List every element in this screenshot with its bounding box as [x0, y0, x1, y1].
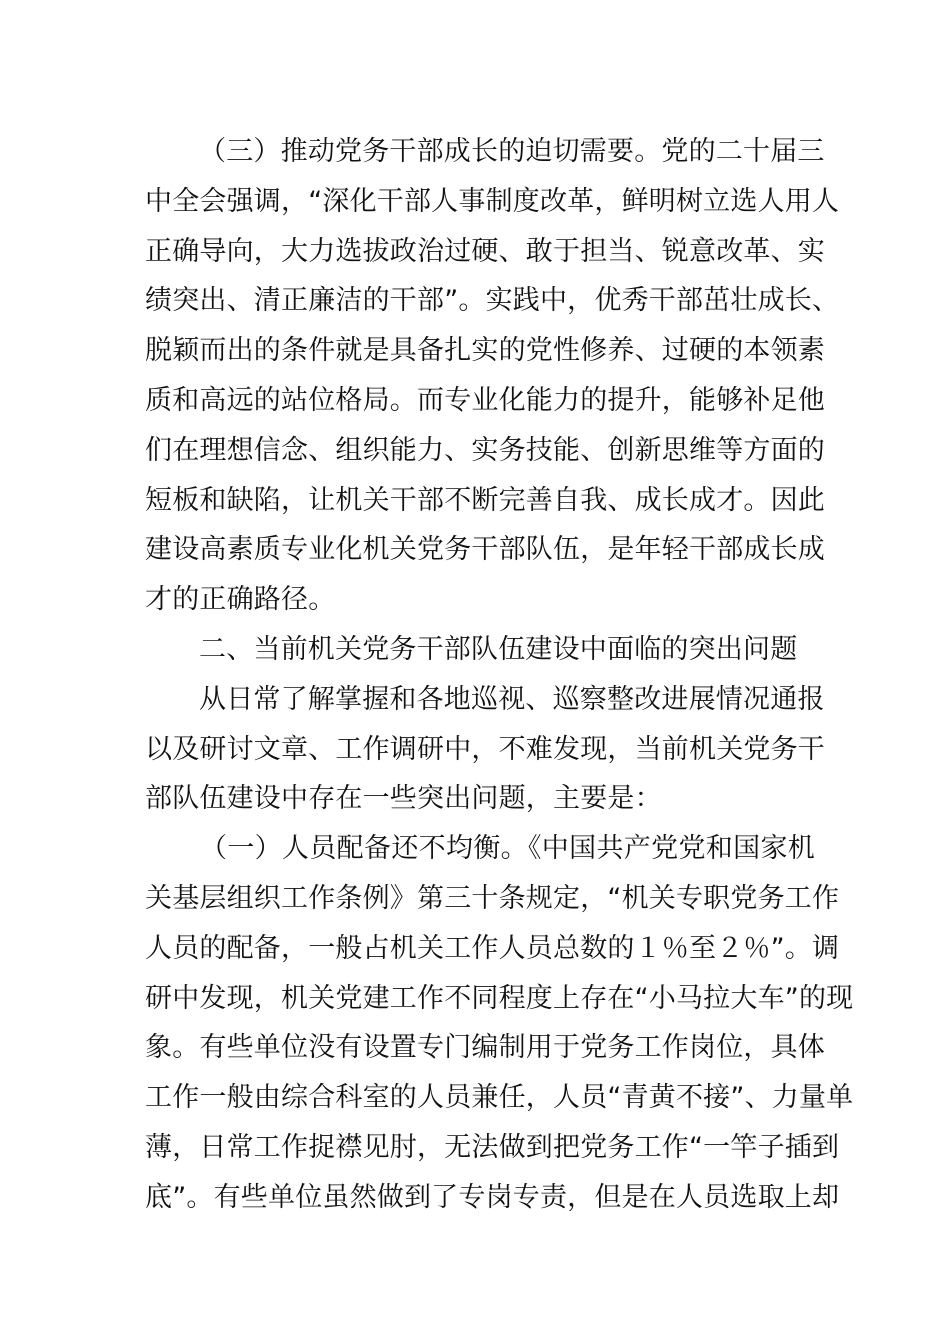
paragraph-line: 中全会强调，“深化干部人事制度改革，鲜明树立选人用人	[145, 185, 840, 217]
paragraph-line: 绩突出、清正廉洁的干部”。实践中，优秀干部茁壮成长、	[145, 285, 840, 317]
paragraph-3-heading-line: （三）推动党务干部成长的迫切需要。党的二十届三	[199, 136, 825, 167]
paragraph-line: 底”。有些单位虽然做到了专岗专责，但是在人员选取上却	[145, 1181, 840, 1213]
paragraph-line: 才的正确路径。	[145, 584, 336, 616]
paragraph-line: 正确导向，大力选拔政治过硬、敢于担当、锐意改革、实	[145, 235, 825, 267]
paragraph-line: 研中发现，机关党建工作不同程度上存在“小马拉大车”的现	[145, 982, 854, 1014]
paragraph-line: 人员的配备，一般占机关工作人员总数的１％至２％”。调	[145, 932, 840, 964]
paragraph-line: 们在理想信念、组织能力、实务技能、创新思维等方面的	[145, 434, 825, 466]
paragraph-line: 以及研讨文章、工作调研中，不难发现，当前机关党务干	[145, 733, 825, 765]
paragraph-line: 薄，日常工作捉襟见肘，无法做到把党务工作“一竿子插到	[145, 1131, 840, 1163]
section-heading: 二、当前机关党务干部队伍建设中面临的突出问题	[199, 633, 798, 665]
paragraph-line: 部队伍建设中存在一些突出问题，主要是：	[145, 783, 662, 815]
paragraph-line: 脱颖而出的条件就是具备扎实的党性修养、过硬的本领素	[145, 335, 825, 367]
paragraph-line: 关基层组织工作条例》第三十条规定，“机关专职党务工作	[145, 882, 840, 914]
paragraph-1-heading-line: （一）人员配备还不均衡。《中国共产党党和国家机	[200, 833, 815, 865]
body-text	[145, 127, 854, 1223]
paragraph-line: 从日常了解掌握和各地巡视、巡察整改进展情况通报	[199, 683, 825, 715]
paragraph-line: 质和高远的站位格局。而专业化能力的提升，能够补足他	[145, 384, 825, 416]
paragraph-line: 象。有些单位没有设置专门编制用于党务工作岗位，具体	[145, 1032, 825, 1064]
paragraph-line: 短板和缺陷，让机关干部不断完善自我、成长成才。因此	[145, 484, 825, 516]
paragraph-line: 工作一般由综合科室的人员兼任，人员“青黄不接”、力量单	[145, 1082, 854, 1114]
paragraph-line: 建设高素质专业化机关党务干部队伍，是年轻干部成长成	[145, 534, 825, 566]
